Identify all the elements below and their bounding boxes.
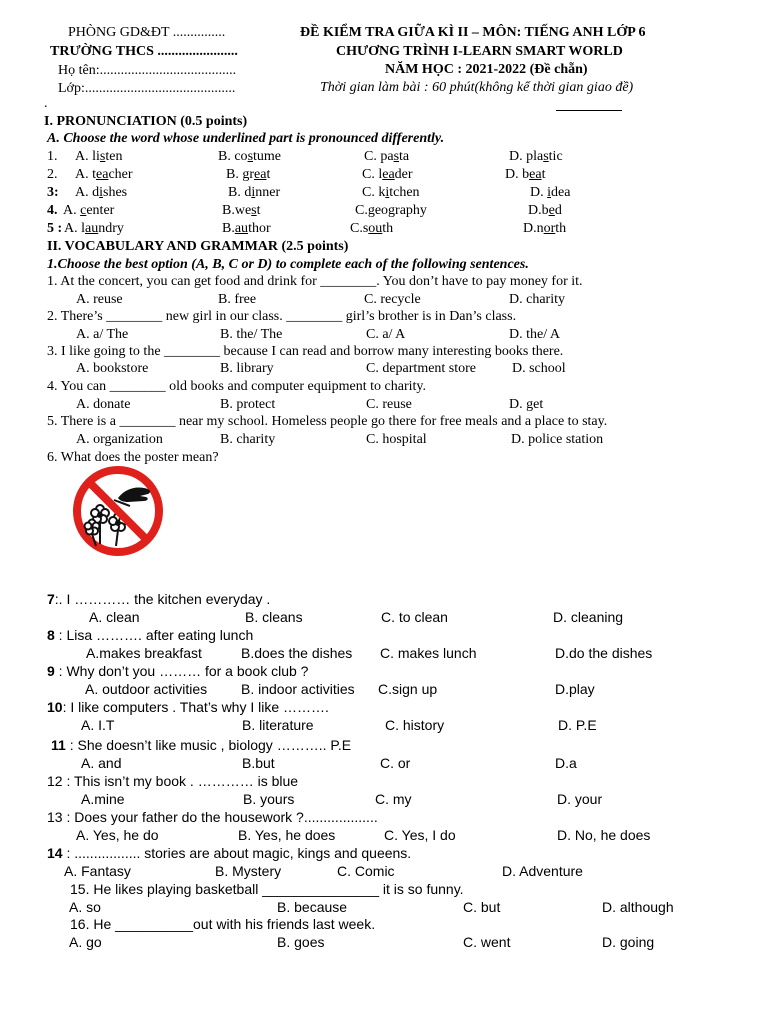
q8-option-c[interactable]: C. makes lunch: [380, 645, 477, 661]
q1-option-c[interactable]: C. recycle: [364, 292, 421, 307]
q7-options: [0, 609, 768, 627]
q14-option-c[interactable]: C. Comic: [337, 863, 395, 879]
question-15: 15. He likes playing basketball _______________ it is so funny.: [70, 881, 464, 897]
q13-option-a[interactable]: A. Yes, he do: [76, 827, 159, 843]
q5-option-a[interactable]: A. organization: [76, 432, 163, 447]
question-13: 13 : Does your father do the housework ?...................: [47, 809, 378, 825]
q15-option-a[interactable]: A. so: [69, 899, 101, 915]
q16-option-a[interactable]: A. go: [69, 934, 102, 950]
q14-options: [0, 863, 768, 881]
section1-instruction: A. Choose the word whose underlined part is pronounced differently.: [47, 131, 445, 146]
program-title: CHƯƠNG TRÌNH I-LEARN SMART WORLD: [336, 44, 623, 59]
q4-options: [0, 397, 768, 415]
q3-options: [0, 361, 768, 379]
q13-options: [0, 827, 768, 845]
q11-options: [0, 755, 768, 773]
q7-option-c[interactable]: C. to clean: [381, 609, 448, 625]
q9-option-c[interactable]: C.sign up: [378, 681, 438, 697]
q3-option-c[interactable]: C. department store: [366, 361, 477, 376]
item-number: 2.: [47, 167, 58, 182]
question-16: 16. He __________out with his friends last week.: [70, 916, 376, 932]
q11-option-a[interactable]: A. and: [81, 755, 122, 771]
q16-option-d[interactable]: D. going: [602, 934, 655, 950]
pronunciation-item: [0, 185, 768, 203]
pronunciation-option-b[interactable]: B. great: [226, 167, 271, 182]
no-picking-flowers-sign-icon: [70, 464, 170, 558]
question-12: 12 : This isn’t my book . ………… is blue: [47, 773, 299, 789]
q5-option-c[interactable]: C. hospital: [366, 432, 427, 447]
item-number: 5 :: [47, 221, 63, 236]
question-2: 2. There’s ________ new girl in our class. ________ girl’s brother is in Dan’s class.: [47, 309, 517, 324]
q8-option-d[interactable]: D.do the dishes: [555, 645, 653, 661]
q8-options: [0, 645, 768, 663]
pronunciation-option-a[interactable]: A. listen: [75, 149, 123, 164]
pronunciation-item: [0, 203, 768, 221]
q7-option-b[interactable]: B. cleans: [245, 609, 303, 625]
q12-option-c[interactable]: C. my: [375, 791, 412, 807]
q13-option-d[interactable]: D. No, he does: [557, 827, 651, 843]
pronunciation-option-c[interactable]: C.geography: [355, 203, 427, 218]
pronunciation-option-d[interactable]: D.north: [523, 221, 567, 236]
stray-dot: .: [44, 96, 48, 111]
pronunciation-option-d[interactable]: D. idea: [530, 185, 571, 200]
pronunciation-option-c[interactable]: C. leader: [362, 167, 413, 182]
q11-option-c[interactable]: C. or: [380, 755, 411, 771]
exam-title: ĐỀ KIỂM TRA GIỮA KÌ II – MÔN: TIẾNG ANH LỚP 6: [300, 25, 646, 40]
q12-options: [0, 791, 768, 809]
q10-options: [0, 717, 768, 735]
question-6: 6. What does the poster mean?: [47, 450, 219, 465]
q9-options: [0, 681, 768, 699]
item-number: 3:: [47, 185, 59, 200]
pronunciation-option-a[interactable]: A. center: [63, 203, 115, 218]
q12-option-b[interactable]: B. yours: [243, 791, 295, 807]
pronunciation-option-a[interactable]: A. dishes: [75, 185, 128, 200]
pronunciation-option-d[interactable]: D. plastic: [509, 149, 563, 164]
q16-options: [0, 934, 768, 952]
q2-option-b[interactable]: B. the/ The: [220, 327, 283, 342]
q10-option-d[interactable]: D. P.E: [558, 717, 597, 733]
q14-option-b[interactable]: B. Mystery: [215, 863, 282, 879]
q3-option-a[interactable]: A. bookstore: [76, 361, 149, 376]
q16-option-b[interactable]: B. goes: [277, 934, 325, 950]
header-rule: [556, 110, 622, 111]
q5-option-b[interactable]: B. charity: [220, 432, 276, 447]
question-14: 14 : ................. stories are about magic, kings and queens.: [47, 845, 412, 861]
section2-title: II. VOCABULARY AND GRAMMAR (2.5 points): [47, 239, 349, 254]
item-number: 1.: [47, 149, 58, 164]
question-9: 9 : Why don’t you ……… for a book club ?: [47, 663, 309, 679]
section2-instruction: 1.Choose the best option (A, B, C or D) to complete each of the following sentences.: [47, 257, 529, 272]
section1-title: I. PRONUNCIATION (0.5 points): [44, 114, 248, 129]
pronunciation-option-a[interactable]: A. laundry: [64, 221, 124, 236]
q8-option-a[interactable]: A.makes breakfast: [86, 645, 202, 661]
q16-option-c[interactable]: C. went: [463, 934, 511, 950]
q15-option-c[interactable]: C. but: [463, 899, 501, 915]
question-3: 3. I like going to the ________ because I can read and borrow many interesting books there.: [47, 344, 564, 359]
q7-option-a[interactable]: A. clean: [89, 609, 140, 625]
q5-options: [0, 432, 768, 450]
pronunciation-option-b[interactable]: B.author: [222, 221, 271, 236]
school-line: TRƯỜNG THCS .......................: [50, 44, 238, 59]
pronunciation-option-d[interactable]: D. beat: [505, 167, 546, 182]
q13-option-b[interactable]: B. Yes, he does: [238, 827, 336, 843]
q14-option-d[interactable]: D. Adventure: [502, 863, 583, 879]
pronunciation-option-b[interactable]: B. costume: [218, 149, 282, 164]
pronunciation-option-c[interactable]: C. kitchen: [362, 185, 420, 200]
dept-line: PHÒNG GD&ĐT ...............: [68, 25, 226, 40]
q12-option-d[interactable]: D. your: [557, 791, 603, 807]
q5-option-d[interactable]: D. police station: [511, 432, 604, 447]
q9-option-a[interactable]: A. outdoor activities: [85, 681, 208, 697]
q1-option-b[interactable]: B. free: [218, 292, 257, 307]
q15-option-d[interactable]: D. although: [602, 899, 674, 915]
q1-option-a[interactable]: A. reuse: [76, 292, 123, 307]
pronunciation-option-d[interactable]: D.bed: [528, 203, 562, 218]
q2-option-a[interactable]: A. a/ The: [76, 327, 129, 342]
q8-option-b[interactable]: B.does the dishes: [241, 645, 353, 661]
class-field: Lớp:...........................................: [58, 81, 236, 96]
q10-option-b[interactable]: B. literature: [242, 717, 314, 733]
question-5: 5. There is a ________ near my school. Homeless people go there for free meals and a place to stay.: [47, 414, 608, 429]
q15-option-b[interactable]: B. because: [277, 899, 348, 915]
q10-option-c[interactable]: C. history: [385, 717, 445, 733]
q1-option-d[interactable]: D. charity: [509, 292, 565, 307]
pronunciation-option-c[interactable]: C.south: [350, 221, 394, 236]
q4-option-d[interactable]: D. get: [509, 397, 544, 412]
name-field: Họ tên:.......................................: [58, 63, 237, 78]
pronunciation-option-c[interactable]: C. pasta: [364, 149, 410, 164]
q13-option-c[interactable]: C. Yes, I do: [384, 827, 456, 843]
question-4: 4. You can ________ old books and computer equipment to charity.: [47, 379, 426, 394]
q10-option-a[interactable]: A. I.T: [81, 717, 115, 733]
question-10: 10: I like computers . That’s why I like ……….: [47, 699, 329, 715]
q4-option-b[interactable]: B. protect: [220, 397, 276, 412]
q9-option-b[interactable]: B. indoor activities: [241, 681, 355, 697]
q11-option-b[interactable]: B.but: [242, 755, 275, 771]
q11-option-d[interactable]: D.a: [555, 755, 577, 771]
q7-option-d[interactable]: D. cleaning: [553, 609, 624, 625]
school-year: NĂM HỌC : 2021-2022 (Đề chẵn): [385, 62, 588, 77]
question-7: 7:. I ………… the kitchen everyday .: [47, 591, 271, 607]
pronunciation-option-b[interactable]: B.west: [222, 203, 261, 218]
pronunciation-item: [0, 149, 768, 167]
q3-option-d[interactable]: D. school: [512, 361, 566, 376]
q14-option-a[interactable]: A. Fantasy: [64, 863, 131, 879]
question-8: 8 : Lisa ………. after eating lunch: [47, 627, 254, 643]
pronunciation-option-b[interactable]: B. dinner: [228, 185, 281, 200]
q1-options: [0, 292, 768, 310]
q2-option-d[interactable]: D. the/ A: [509, 327, 560, 342]
exam-time: Thời gian làm bài : 60 phút(không kể thời gian giao đề): [320, 80, 634, 95]
q9-option-d[interactable]: D.play: [555, 681, 595, 697]
pronunciation-item: [0, 221, 768, 239]
q4-option-a[interactable]: A. donate: [76, 397, 131, 412]
q2-option-c[interactable]: C. a/ A: [366, 327, 406, 342]
question-1: 1. At the concert, you can get food and drink for ________. You don’t have to pay money for it.: [47, 274, 583, 289]
question-11: 11 : She doesn’t like music , biology ……….. P.E: [51, 737, 352, 753]
pronunciation-option-a[interactable]: A. teacher: [75, 167, 133, 182]
q15-options: [0, 899, 768, 917]
item-number: 4.: [47, 203, 58, 218]
q3-option-b[interactable]: B. library: [220, 361, 274, 376]
q12-option-a[interactable]: A.mine: [81, 791, 125, 807]
q2-options: [0, 327, 768, 345]
pronunciation-item: [0, 167, 768, 185]
q4-option-c[interactable]: C. reuse: [366, 397, 412, 412]
